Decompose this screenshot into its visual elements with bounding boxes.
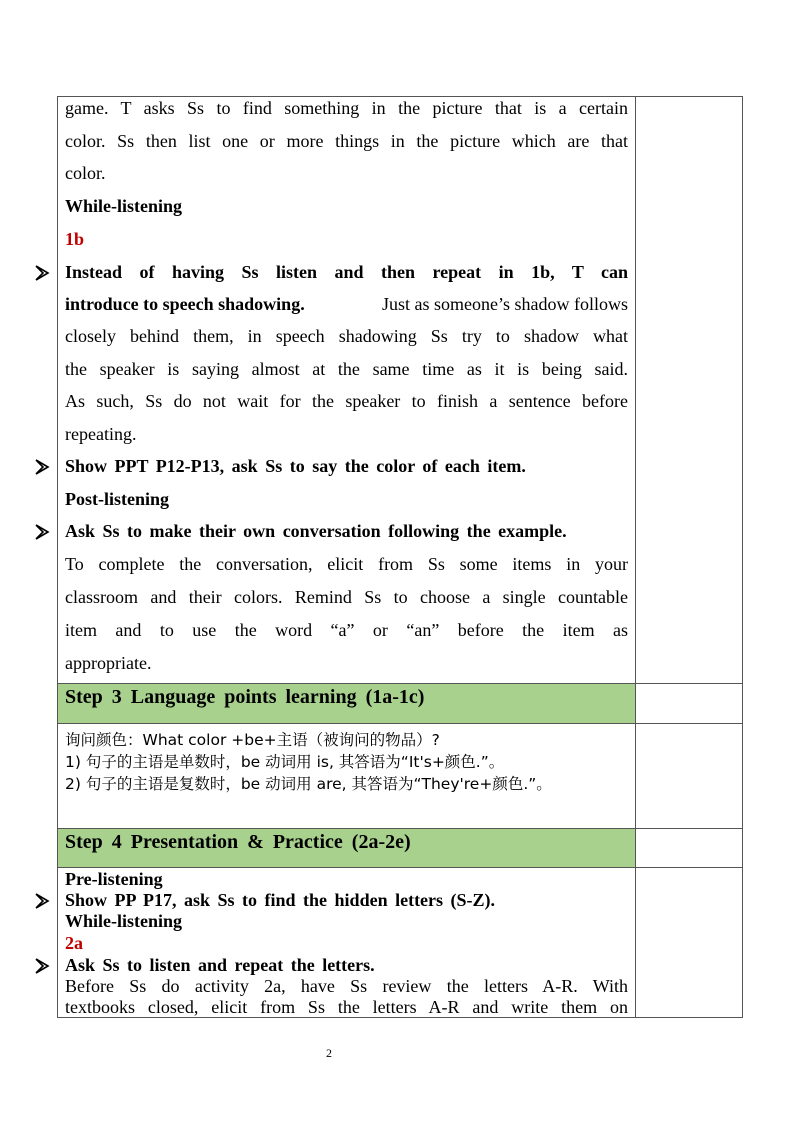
table-border-middle	[635, 96, 636, 1018]
body-phrase: Just as someone’s shadow follows	[382, 294, 628, 314]
table-border-right	[742, 96, 743, 1018]
body-line: appropriate.	[65, 653, 152, 673]
body-line: classroom and their colors. Remind Ss to choose a single countable	[65, 587, 628, 607]
arrow-bullet-icon	[34, 893, 50, 909]
table-border-top	[57, 96, 743, 97]
body-line	[65, 294, 628, 315]
body-line: Before Ss do activity 2a, have Ss review the letters A-R. With	[65, 976, 628, 996]
table-row-divider	[57, 723, 743, 724]
table-row-divider	[57, 828, 743, 829]
bullet-instruction: Show PP P17, ask Ss to find the hidden letters (S-Z).	[65, 890, 496, 910]
subheading-while-listening: While-listening	[65, 196, 183, 216]
arrow-bullet-icon	[34, 524, 50, 540]
body-line: closely behind them, in speech shadowing Ss try to shadow what	[65, 326, 628, 346]
bullet-instruction: Ask Ss to make their own conversation following the example.	[65, 521, 567, 541]
bullet-instruction: Ask Ss to listen and repeat the letters.	[65, 955, 375, 975]
body-line: To complete the conversation, elicit from Ss some items in your	[65, 554, 628, 574]
arrow-bullet-icon	[34, 958, 50, 974]
table-row-divider	[57, 683, 743, 684]
arrow-bullet-icon	[34, 265, 50, 281]
body-line: the speaker is saying almost at the same time as it is being said.	[65, 359, 628, 379]
subheading-post-listening: Post-listening	[65, 489, 170, 509]
body-line: color. Ss then list one or more things in the picture which are that	[65, 131, 628, 151]
arrow-bullet-icon	[34, 459, 50, 475]
body-line: game. T asks Ss to find something in the picture that is a certain	[65, 98, 628, 118]
bullet-instruction: Instead of having Ss listen and then repeat in 1b, T can	[65, 262, 628, 282]
subheading-while-listening: While-listening	[65, 911, 183, 931]
bold-phrase: introduce to speech shadowing.	[65, 294, 305, 314]
step3-heading: Step 3 Language points learning (1a-1c)	[65, 686, 425, 708]
table-border-left	[57, 96, 58, 1018]
body-line: repeating.	[65, 424, 137, 444]
subheading-pre-listening: Pre-listening	[65, 869, 163, 889]
activity-label-1b: 1b	[65, 229, 85, 249]
body-line: color.	[65, 163, 106, 183]
grammar-rule: 2) 句子的主语是复数时，be 动词用 are, 其答语为“They're+颜色.”。	[65, 775, 552, 793]
grammar-rule: 询问颜色：What color +be+主语（被询问的物品）?	[65, 731, 440, 749]
table-row-divider	[57, 867, 743, 868]
page-number: 2	[326, 1046, 332, 1060]
body-line: As such, Ss do not wait for the speaker to finish a sentence before	[65, 391, 628, 411]
body-line: textbooks closed, elicit from Ss the letters A-R and write them on	[65, 997, 628, 1017]
grammar-rule: 1) 句子的主语是单数时，be 动词用 is, 其答语为“It's+颜色.”。	[65, 753, 505, 771]
step4-heading: Step 4 Presentation & Practice (2a-2e)	[65, 831, 411, 853]
body-line: item and to use the word “a” or “an” before the item as	[65, 620, 628, 640]
bullet-instruction: Show PPT P12-P13, ask Ss to say the color of each item.	[65, 456, 526, 476]
activity-label-2a: 2a	[65, 933, 83, 953]
